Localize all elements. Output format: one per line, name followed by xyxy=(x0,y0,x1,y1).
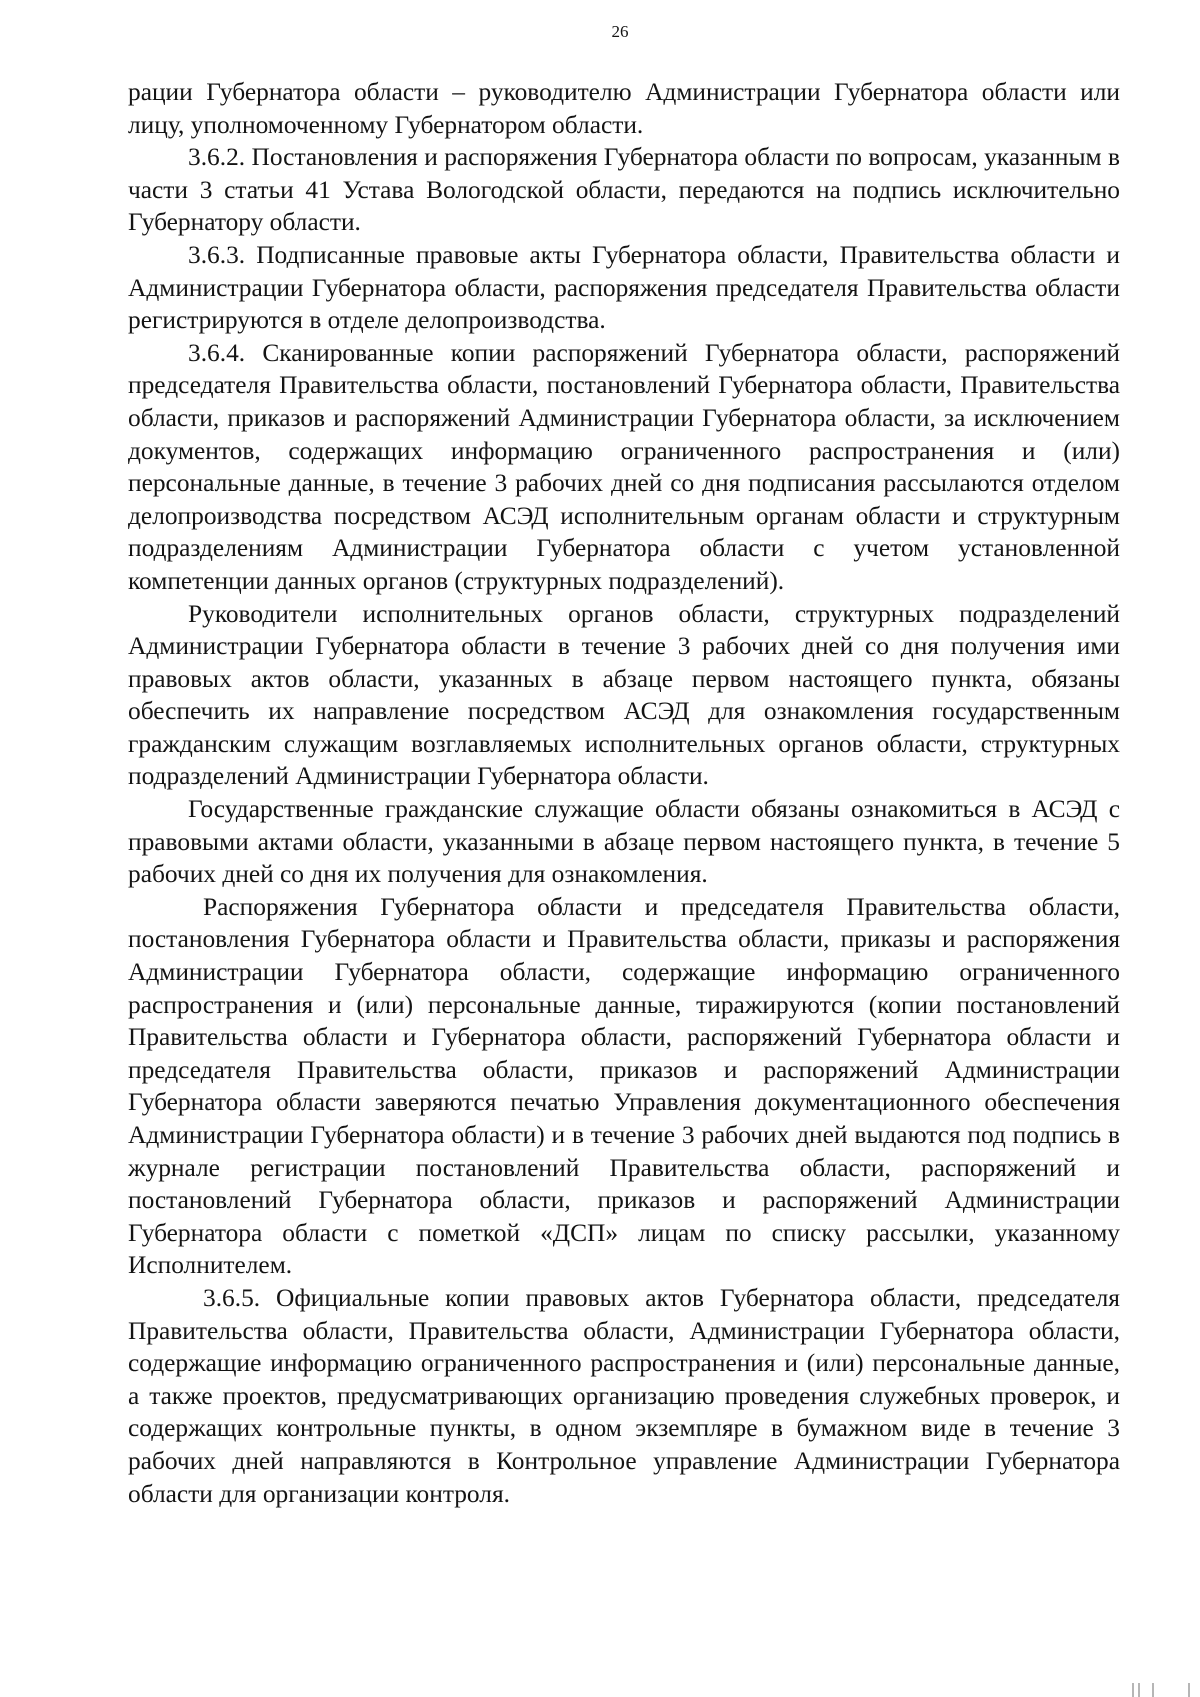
paragraph-3-6-2: 3.6.2. Постановления и распоряжения Губернатора области по вопросам, указанным в части 3 статьи 41 Устава Вологодской области, передаются на подпись исключительно Губернатору области. xyxy=(128,143,1120,237)
paragraph-continuation: рации Губернатора области – руководителю Администрации Губернатора области или лицу, уполномоченному Губернатором области. xyxy=(128,78,1120,139)
scan-artifact-mark xyxy=(1188,1683,1190,1697)
scan-artifact-mark xyxy=(1152,1683,1154,1697)
page-number: 26 xyxy=(611,22,629,41)
scan-artifact-mark xyxy=(1132,1683,1134,1697)
scan-artifact-mark xyxy=(1138,1683,1140,1697)
paragraph-3-6-5: 3.6.5. Официальные копии правовых актов Губернатора области, председателя Правительства области, Правительства области, Администрации Губернатора области, содержащие информацию ограниченного распространения и (или) персональные данные, а также проектов, предусматривающих организацию проведения служебных проверок, и содержащих контрольные пункты, в одном экземпляре в бумажном виде в течение 3 рабочих дней направляются в Контрольное управление Администрации Губернатора области для организации контроля. xyxy=(128,1283,1120,1508)
paragraph-servants-obligation: Государственные гражданские служащие области обязаны ознакомиться в АСЭД с правовыми актами области, указанными в абзаце первом настоящего пункта, в течение 5 рабочих дней со дня их получения для ознакомления. xyxy=(128,795,1120,889)
paragraph-3-6-3: 3.6.3. Подписанные правовые акты Губернатора области, Правительства области и Администрации Губернатора области, распоряжения председателя Правительства области регистрируются в отделе делопроизводства. xyxy=(128,240,1120,335)
paragraph-dsp-documents: Распоряжения Губернатора области и председателя Правительства области, постановления Губернатора области и Правительства области, приказы и распоряжения Администрации Губернатора области, содержащие информацию ограниченного распространения и (или) персональные данные, тиражируются (копии постановлений Правительства области и Губернатора области, распоряжений Губернатора области и председателя Правительства области, приказов и распоряжений Администрации Губернатора области заверяются печатью Управления документационного обеспечения Администрации Губернатора области) и в течение 3 рабочих дней выдаются под подпись в журнале регистрации постановлений Правительства области, распоряжений и постановлений Губернатора области, приказов и распоряжений Администрации Губернатора области с пометкой «ДСП» лицам по списку рассылки, указанному Исполнителем. xyxy=(128,892,1120,1280)
paragraph-3-6-4: 3.6.4. Сканированные копии распоряжений Губернатора области, распоряжений председателя Правительства области, постановлений Губернатора области, Правительства области, приказов и распоряжений Администрации Губернатора области, за исключением документов, содержащих информацию ограниченного распространения и (или) персональные данные, в течение 3 рабочих дней со дня подписания рассылаются отделом делопроизводства посредством АСЭД исполнительным органам области и структурным подразделениям Администрации Губернатора области с учетом установленной компетенции данных органов (структурных подразделений). xyxy=(128,338,1120,595)
document-body xyxy=(128,76,1120,1510)
paragraph-heads-obligation: Руководители исполнительных органов области, структурных подразделений Администрации Губернатора области в течение 3 рабочих дней со дня получения ими правовых актов области, указанных в абзаце первом настоящего пункта, обязаны обеспечить их направление посредством АСЭД для ознакомления государственным гражданским служащим возглавляемых исполнительных органов области, структурных подразделений Администрации Губернатора области. xyxy=(128,599,1120,791)
